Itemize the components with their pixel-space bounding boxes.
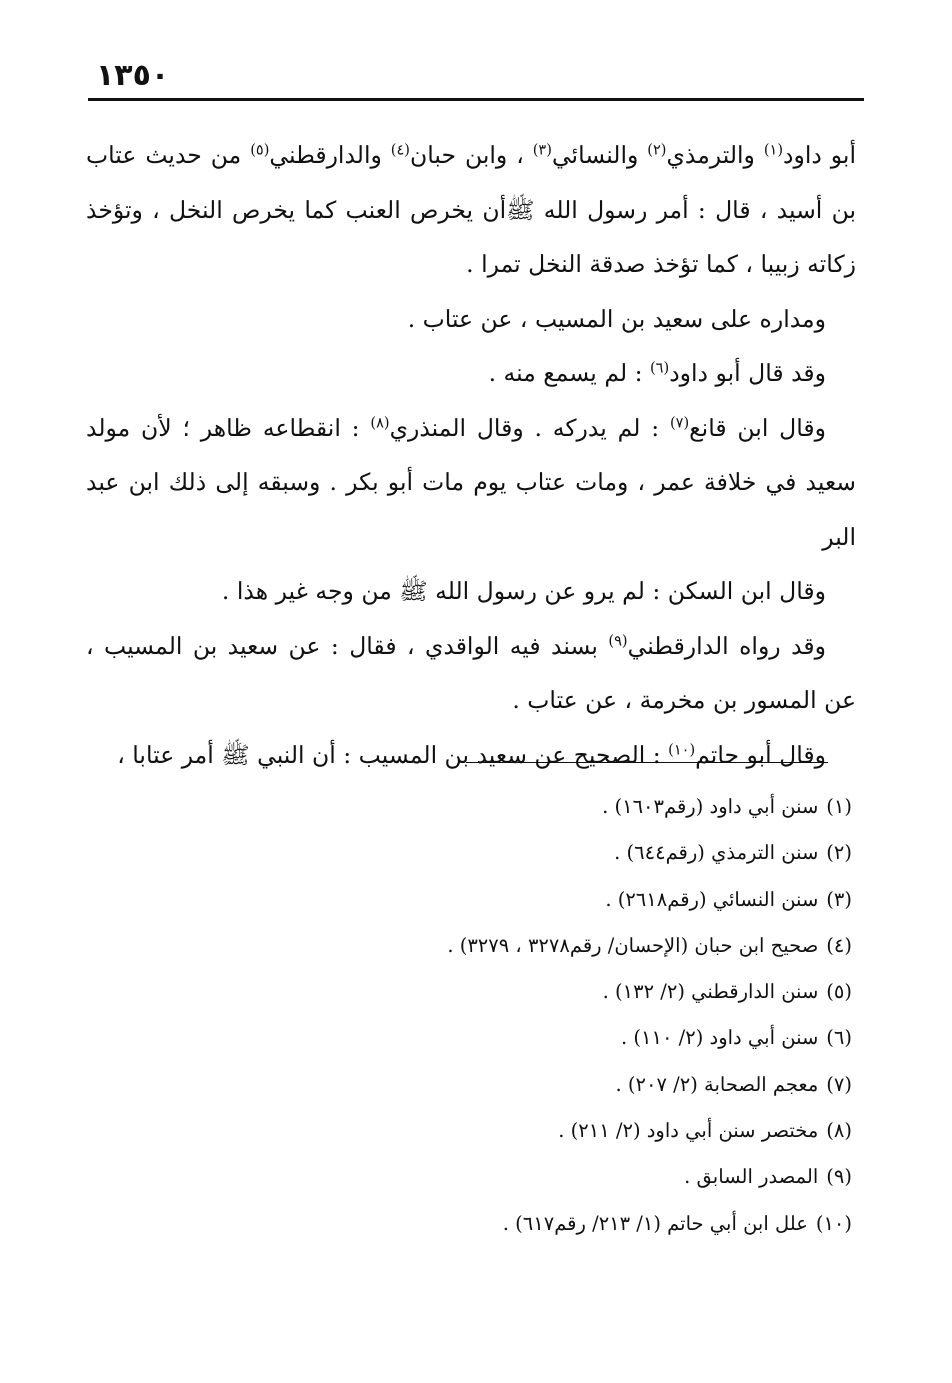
text-segment: وقال ابن قانع [689, 413, 826, 442]
footnote-item [110, 969, 852, 1015]
text-segment: والدارقطني [269, 141, 391, 169]
text-segment: : لم يدركه . وقال المنذري [389, 413, 670, 442]
footnote-item [110, 923, 852, 969]
footnotes-list [110, 784, 852, 1247]
paragraph [86, 292, 856, 347]
footnote-text: المصدر السابق . [684, 1165, 819, 1189]
footnote-text: سنن أبي داود (رقم١٦٠٣) . [602, 795, 819, 818]
text-segment: وقال ابن السكن : لم يرو عن رسول الله ﷺ من وجه غير هذا . [221, 577, 826, 605]
paragraph [86, 619, 856, 728]
paragraph [86, 564, 856, 619]
footnote-text: مختصر سنن أبي داود (٢/ ٢١١) . [558, 1119, 819, 1143]
footnote-number: (٦) [826, 1026, 852, 1050]
footnote-number: (٢) [826, 841, 852, 865]
paragraph [86, 401, 856, 565]
footnote-marker: (٥) [250, 141, 270, 159]
footnote-item [110, 1154, 852, 1200]
footnote-marker: (٣) [532, 141, 552, 159]
footnote-item [110, 1015, 852, 1061]
text-segment: وقد قال أبو داود [669, 359, 826, 387]
footnote-item [110, 877, 852, 923]
footnote-item [110, 1108, 852, 1154]
text-segment: ومداره على سعيد بن المسيب ، عن عتاب . [407, 304, 826, 333]
footnote-text: سنن أبي داود (٢/ ١١٠) . [621, 1026, 819, 1050]
text-segment: بسند فيه الواقدي ، فقال : عن سعيد بن المسيب ، عن المسور بن مخرمة ، عن عتاب . [86, 631, 856, 714]
text-segment: وقد رواه الدارقطني [627, 631, 826, 660]
text-segment: وقال أبو حاتم [695, 740, 826, 769]
footnote-number: (٩) [826, 1165, 852, 1189]
footnote-separator [466, 762, 828, 763]
footnote-number: (٥) [826, 980, 852, 1004]
main-text [86, 128, 856, 782]
footnote-number: (٧) [826, 1072, 852, 1096]
paragraph [86, 346, 856, 401]
text-segment: من حديث عتاب بن أسيد ، قال : أمر رسول الله ﷺأن يخرص العنب كما يخرص النخل ، وتؤخذ زكاته زبيبا ، كما تؤخذ صدقة النخل تمرا . [86, 141, 856, 278]
text-segment: والترمذي [666, 141, 764, 169]
footnote-marker: (٨) [370, 413, 390, 431]
footnote-item [110, 784, 852, 830]
footnote-text: علل ابن أبي حاتم (١/ ٢١٣/ رقم٦١٧) . [502, 1211, 808, 1235]
footnote-marker: (١٠) [668, 740, 696, 758]
footnote-marker: (٤) [390, 141, 410, 159]
footnote-marker: (٦) [649, 359, 670, 377]
footnote-text: سنن النسائي (رقم٢٦١٨) . [605, 887, 819, 911]
footnote-text: سنن الترمذي (رقم٦٤٤) . [614, 841, 819, 865]
footnote-number: (٣) [826, 887, 852, 911]
footnote-item [110, 1062, 852, 1108]
footnote-number: (٤) [826, 933, 852, 957]
footnote-text: معجم الصحابة (٢/ ٢٠٧) . [615, 1072, 819, 1096]
footnote-marker: (٩) [608, 631, 628, 649]
footnote-marker: (٧) [669, 413, 690, 431]
text-segment: أبو داود [783, 141, 856, 169]
footnote-number: (١٠) [815, 1211, 852, 1235]
footnote-marker: (١) [763, 141, 784, 159]
footnote-text: سنن الدارقطني (٢/ ١٣٢) . [602, 980, 819, 1004]
paragraph [86, 728, 856, 783]
text-segment: والنسائي [551, 141, 648, 169]
footnote-number: (١) [826, 795, 852, 818]
text-segment: : انقطاعه ظاهر ؛ لأن مولد سعيد في خلافة عمر ، ومات عتاب يوم مات أبو بكر . وسبقه إلى ذلك ابن عبد البر [86, 413, 856, 551]
footnote-item [110, 1201, 852, 1247]
text-segment: : لم يسمع منه . [488, 359, 650, 387]
text-segment: : الصحيح عن سعيد بن المسيب : أن النبي ﷺ أمر عتابا ، [117, 740, 669, 769]
footnote-number: (٨) [826, 1119, 852, 1143]
page-number: ١٣٥٠ [96, 58, 170, 93]
header-rule [88, 98, 864, 101]
paragraph [86, 128, 856, 292]
footnote-text: صحيح ابن حبان (الإحسان/ رقم٣٢٧٨ ، ٣٢٧٩) . [447, 933, 819, 957]
footnote-item [110, 830, 852, 876]
text-segment: ، وابن حبان [409, 141, 533, 169]
footnote-marker: (٢) [647, 141, 667, 159]
